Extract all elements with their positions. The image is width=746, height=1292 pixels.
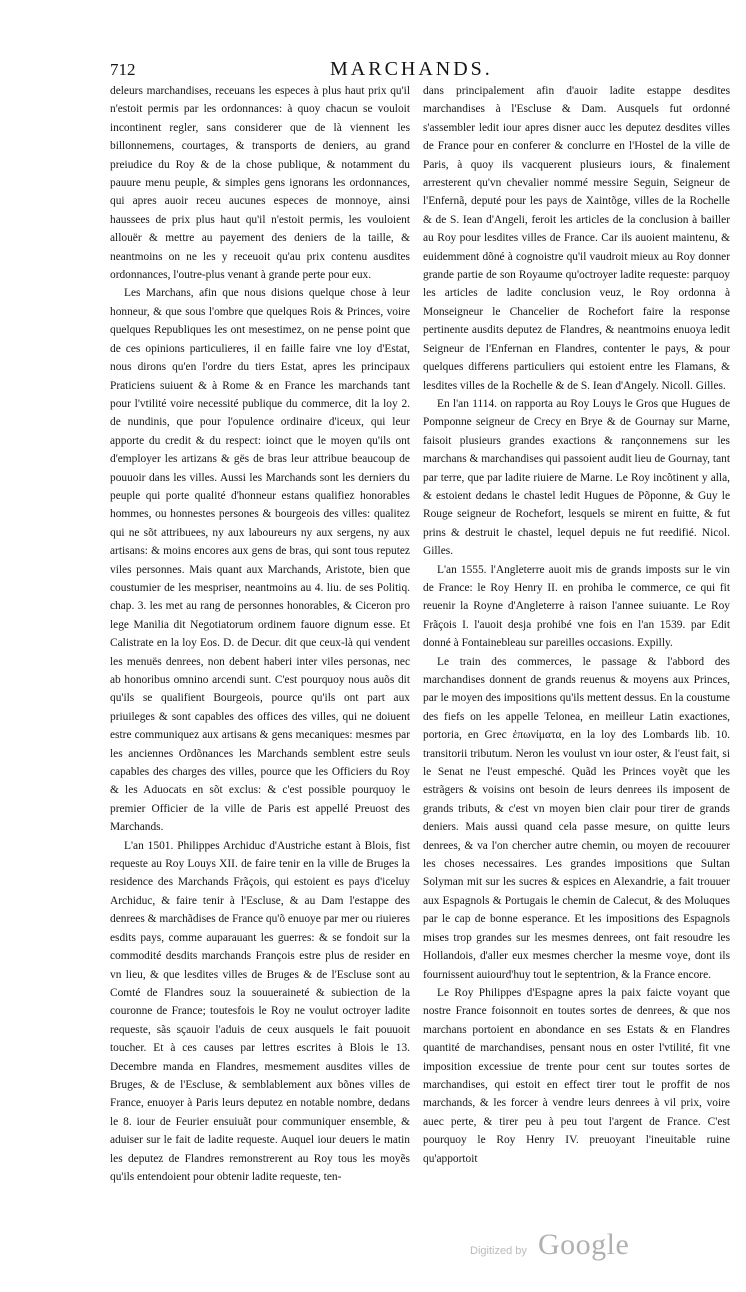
- paragraph: Les Marchans, afin que nous disions quelque chose à leur honneur, & que sous l'ombre que quelques Rois & Princes, voire quelques Republiques les ont mesestimez, on ne pense point que de ces opinions particulieres, il en faille faire vne loy d'Estat, nous dirons qu'en l'ordre du tiers Estat, apres les principaux Praticiens suiuent & à Rome & en France les marchands tant pour l'vtilité voire necessité publique du commerce, dit la loy 2. de nundinis, que pour l'opulence ordinaire d'iceux, qui leur apporte du credit & du respect: ioinct que le moyen qu'ils ont d'employer les artizans & gës de bras leur attribue beaucoup de pouuoir dans les villes. Aussi les Marchands sont les derniers du peuple qui porte qualité d'honneur estans qualifiez honorables hommes, ou honnestes persones & bourgeois des villes: qualitez qui ne sõt attribuees, ny aux laboureurs ny aux sergens, ny aux artisans: & moins encores aux gens de bras, qui sont tous reputez viles personnes. Mais quant aux Marchands, Aristote, bien que coustumier de les mespriser, neantmoins au 4. liu. de ses Politiq. chap. 3. les met au rang de personnes honorables, & Ciceron pro lege Manilia dit Negotiatorum ordinem fauore dignum esse. Et Calistrate en la loy Eos. D. de Decur. dit que ceux-là qui vendent les menuës denrees, non debent haberi inter viles personas, nec ab honoribus omnino arcendi sunt. C'est pourquoy nous auõs dit qu'ils se qualifient Bourgeois, pource qu'ils ont part aux priuileges & sont capables des offices des villes, qui ne doiuent estre communiquez aux artisans & gens mecaniques: mesmes par les anciennes Ordõnances les Marchands semblent estre seuls capables des charges des villes, pource que les Officiers du Roy & les Aduocats en sõt exclus: & c'est possible pourquoy le premier Officier de la ville de Paris est appellé Preuost des Marchands.: [110, 287, 410, 834]
- watermark-logo-text: Google: [538, 1228, 630, 1261]
- paragraph: L'an 1501. Philippes Archiduc d'Austriche estant à Blois, fist requeste au Roy Louys XII. de faire tenir en la ville de Bruges la residence des Marchands Frãçois, qui estoient es pays d'iceluy Archiduc, & faire tenir à l'Escluse, & au Dam l'estappe des denrees & marchãdises de France qu'õ enuoye par mer ou riuieres esdits pays, comme auparauant les guerres: & se fondoit sur la commodité desdits marchands François estre plus de resider en vn lieu, & que lesdites villes de Bruges & de l'Escluse sont au Comté de Flandres souz la souueraineté & subiection de la couronne de France; toutesfois le Roy ne voulut octroyer ladite requeste, sãs sçauoir l'aduis de ceux ausquels le fait pouuoit toucher. Et à ces causes par lettres escrites à Blois le 13. Decembre manda en Flandres, mesmement ausdites villes de Bruges, & de l'Escluse, & semblablement aux bõnes villes de France, enuoyer à Paris leurs deputez en notable nombre, dedans le 8. iour de Feurier ensuiuãt pour communiquer ensemble, & aduiser sur le fait de ladite requeste. Auquel iour deuers le matin les deputez de Flandres remonstrerent au Roy tous les moyẽs qu'ils entendoient pour obtenir ladite requeste, ten-: [110, 839, 410, 1183]
- paragraph: deleurs marchandises, receuans les especes à plus haut prix qu'il n'estoit permis par les ordonnances: à quoy chacun se vouloit incontinent regler, sans considerer que de là viennent les billonnemens, courtages, & transports de deniers, au grand preiudice du Roy & de la chose publique, & notamment du pauure menu peuple, & simples gens ignorans les ordonnances, qui apres auoir receu aucunes especes de monnoye, ainsi haussees de prix plus haut qu'il n'estoit permis, les vouloient allouër & mettre au payement des deniers de la taille, & neantmoins on ne les y receuoit qu'au prix contenu ausdites ordonnances, l'outre-plus venant à grande perte pour eux.: [110, 85, 410, 282]
- paragraph: dans principalement afin d'auoir ladite estappe desdites marchandises à l'Escluse & Dam. Ausquels fut ordonné s'assembler ledit iour apres disner aucc les deputez desdites villes de France pour en conferer & conclurre en l'Hostel de la ville de Paris, à quoy ils vacquerent plusieurs iours, & finalement arresterent qu'vn chevalier nommé messire Seguin, Seigneur de l'Enfernã, deputé pour les pays de Xaintõge, villes de la Rochelle & de S. Iean d'Angeli, feroit les articles de la conclusion à bailler au Roy pour lesdites villes de France. Car ils auoient maintenu, & euidemment dõné à cognoistre qu'il vaudroit mieux au Roy donner grande partie de son Royaume qu'octroyer ladite requeste: parquoy les articles de ladite conclusion veuz, le Roy ordonna à Monseigneur le Chancelier de Rochefort faire la response pertinente ausdits deputez de Flandres, & neantmoins enuoya ledit Seigneur de l'Enfernan en Flandres, contenter le pays, & pour quelques differens particuliers qui estoient entre les Flamans, & lesdites villes de la Rochelle & de S. Iean d'Angely. Nicoll. Gilles.: [423, 85, 730, 392]
- paragraph: Le train des commerces, le passage & l'abbord des marchandises donnent de grands reuenus & moyens aux Princes, par le moyen des impositions qu'ils mettent dessus. En la coustume des fiefs on les appelle Telonea, en meilleur Latin exactiones, portoria, en Grec ἐπωνίματα, en la loy des Lombards lib. 10. transitorii tributum. Neron les voulust vn iour oster, & l'eust fait, si le Senat ne l'eust empesché. Quãd les Princes voyẽt que les estrãgers & voisins ont besoin de leurs denrees ils imposent de grands tributs, & c'est vn moyen bien clair pour tirer de grands deniers. Mais aussi quand cela passe mesure, on quitte leurs denrees, & va l'on chercher autre chemin, ou moyen de recouurer les choses necessaires. Les grandes impositions que Sultan Solyman mit sur les sucres & espices en Alexandrie, a fait trouuer aux Espagnols & Portugais le chemin de Calecut, & des Moluques par le cap de bonne esperance. Et les impositions des Espagnols mises trop grandes sur les mesmes denrees, ont fait resoudre les Hollandois, d'aller eux mesmes chercher la mesme voye, dont ils fournissent auiourd'huy tout le septentrion, & la France encore.: [423, 655, 730, 981]
- running-title: MARCHANDS.: [330, 58, 493, 80]
- left-column: [110, 82, 410, 1186]
- right-column: [423, 82, 730, 1168]
- paragraph: L'an 1555. l'Angleterre auoit mis de grands imposts sur le vin de France: le Roy Henry II. en prohiba le commerce, ce qui fit reuenir la Royne d'Angleterre à raison l'annee suiuante. Le Roy Frãçois I. l'auoit desja prohibé vne fois en l'an 1539. par Edit donné à Fontainebleau sur pareilles occasions. Expilly.: [423, 563, 730, 650]
- page-header: [110, 58, 730, 84]
- watermark-small-text: Digitized by: [470, 1245, 527, 1257]
- digitized-watermark: [470, 1228, 710, 1268]
- page-number: 712: [110, 60, 136, 79]
- paragraph: Le Roy Philippes d'Espagne apres la paix faicte voyant que nostre France foisonnoit en toutes sortes de denrees, & que nos marchans portoient en abondance en ses Estats & en Flandres quantité de marchandises, pensant nous en oster l'vtilité, fit vne imposition excessiue de trente pour cent sur toutes sortes de marchandises, qui estoit en effect tirer tout le proffit de nos marchands, & les forcer à vendre leurs denrees à vil prix, voire auec perte, & tirer peu à peu tout l'argent de France. C'est pourquoy le Roy Henry IV. preuoyant l'ineuitable ruine qu'apportoit: [423, 986, 730, 1165]
- paragraph: En l'an 1114. on rapporta au Roy Louys le Gros que Hugues de Pomponne seigneur de Crecy en Brye & de Gournay sur Marne, faisoit plusieurs grandes exactions & rançonnemens sur les marchans & marchandises qui passoient audit lieu de Gournay, tant par terre, que par ladite riuiere de Marne. Le Roy incõtinent y alla, & estoient dedans le chastel ledit Hugues de Põponne, & Guy le Rouge seigneur de Rochefort, lesquels se mirent en fuitte, & fut prins & destruit le chastel, lequel depuis ne fut reedifié. Nicol. Gilles.: [423, 397, 730, 558]
